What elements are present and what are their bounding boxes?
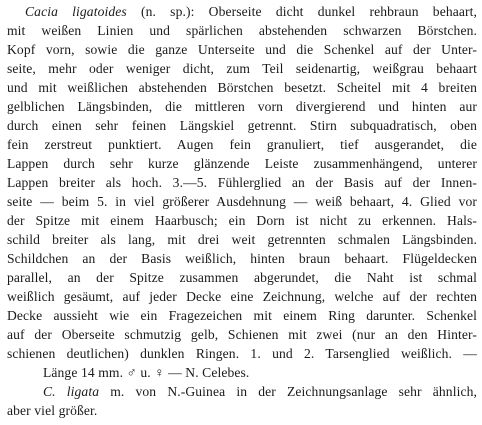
text-line-4: seite, mehr oder weniger dicht, zum Teil seidenartig, weißgrau behaart bbox=[7, 61, 477, 76]
text-line-3: Kopf vorn, sowie die ganze Unterseite und die Schenkel auf der Unter- bbox=[7, 42, 477, 57]
text-line-16: weißlich gesäumt, auf jeder Decke eine Zeichnung, welche auf der rechten bbox=[7, 289, 477, 304]
text-line-13: schild breiter als lang, mit drei weit getrennten schmalen Längsbinden. bbox=[7, 232, 477, 247]
text-line-21 bbox=[43, 382, 477, 402]
text-line-22: aber viel größer. bbox=[7, 403, 98, 418]
text-line-15: parallel, an der Spitze zusammen abgerundet, die Naht ist schmal bbox=[7, 270, 477, 285]
text-line-5: und mit weißlichen abstehenden Börstchen besetzt. Scheitel mit 4 breiten bbox=[7, 80, 477, 95]
text-line-18: auf der Oberseite schmutzig gelb, Schienen mit zwei (nur an den Hinter- bbox=[7, 327, 477, 342]
measurement-line: Länge 14 mm. ♂ u. ♀ — N. Celebes. bbox=[43, 365, 250, 380]
species-comparison-text: m. von N.-Guinea in der Zeichnungsanlage sehr ähnlich, bbox=[99, 384, 477, 399]
text-line-17: Decke aussieht wie ein Fragezeichen mit einem Ring darunter. Schenkel bbox=[7, 308, 477, 323]
text-line-2: mit weißen Linien und spärlichen abstehenden schwarzen Börstchen. bbox=[7, 23, 477, 38]
species-intro-text: (n. sp.): Oberseite dicht dunkel rehbraun behaart, bbox=[126, 4, 477, 19]
text-line-11: seite — beim 5. in viel größerer Ausdehnung — weiß behaart, 4. Glied vor bbox=[7, 194, 477, 209]
text-line-6: gelblichen Längsbinden, die mittleren vorn divergierend und hinten aur bbox=[7, 99, 477, 114]
text-line-1 bbox=[25, 2, 477, 22]
text-line-7: durch einen sehr feinen Längskiel getrennt. Stirn subquadratisch, oben bbox=[7, 118, 477, 133]
text-line-8: fein zerstreut punktiert. Augen fein granuliert, tief ausgerandet, die bbox=[7, 137, 477, 152]
text-line-14: Schildchen an der Basis weißlich, hinten braun behaart. Flügeldecken bbox=[7, 251, 477, 266]
text-line-9: Lappen durch sehr kurze glänzende Leiste zusammenhängend, unterer bbox=[7, 156, 477, 171]
species-name-c-ligata: C. ligata bbox=[43, 384, 100, 399]
text-line-10: Lappen breiter als hoch. 3.—5. Fühlerglied an der Basis auf der Innen- bbox=[7, 175, 477, 190]
text-line-12: der Spitze mit einem Haarbusch; ein Dorn ist nicht zu erkennen. Hals- bbox=[7, 213, 477, 228]
species-name-cacia-ligatoides: Cacia ligatoides bbox=[25, 4, 127, 19]
text-line-19: schienen deutlichen) dunklen Ringen. 1. und 2. Tarsenglied weißlich. — bbox=[7, 346, 477, 361]
